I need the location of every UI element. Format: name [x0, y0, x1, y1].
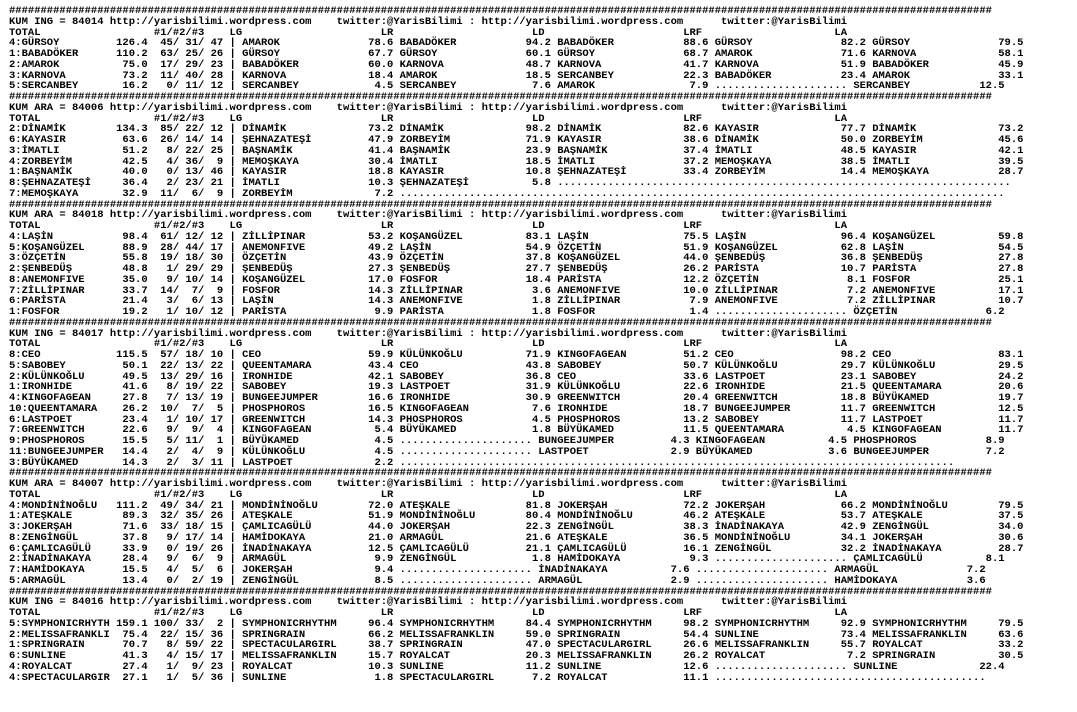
- result-row: 6:ÇAMLICAGÜLÜ 33.9 0/ 19/ 26 | İNADİNAKAYA 12.5 ÇAMLICAGÜLÜ 21.1 ÇAMLICAGÜLÜ 16.1 ZENGİNGÜL 32.2 İNADİNAKAYA 28.7: [9, 542, 1024, 555]
- result-row: 1:FOSFOR 19.2 1/ 10/ 12 | PARİSTA 9.9 PARİSTA 1.8 FOSFOR 1.4 ..................... ÖZÇETİN 6.2: [9, 306, 1005, 318]
- result-row: 7:HAMİDOKAYA 15.5 4/ 5/ 6 | JOKERŞAH 9.4 ..................... İNADİNAKAYA 7.6 ..................... ARMAGÜL 7.2: [9, 564, 986, 576]
- race-header: KUM ING = 84014 http://yarisbilimi.wordpress.com twitter:@YarisBilimi : http://yarisbilimi.wordpress.com twitter:@YarisBilimi: [9, 15, 848, 28]
- column-headers: TOTAL #1/#2/#3 LG LR LD LRF LA: [9, 338, 848, 351]
- column-headers: TOTAL #1/#2/#3 LG LR LD LRF LA: [9, 607, 848, 619]
- result-row: 1:IRONHIDE 41.6 8/ 19/ 22 | SABOBEY 19.3 LASTPOET 31.9 KÜLÜNKOĞLU 22.6 IRONHIDE 21.5 QUEENTAMARA 20.6: [9, 381, 1024, 394]
- result-row: 4:MONDİNİNOĞLU 111.2 49/ 34/ 21 | MONDİNİNOĞLU 72.0 ATEŞKALE 81.8 JOKERŞAH 72.2 JOKERŞAH 66.2 MONDİNİNOĞLU 79.5: [9, 499, 1024, 512]
- result-row: 7:ZİLLİPINAR 33.7 14/ 7/ 9 | FOSFOR 14.3 ZİLLİPINAR 3.6 ANEMONFIVE 10.0 ZİLLİPINAR 7.2 ANEMONFIVE 17.1: [9, 284, 1024, 297]
- result-row: 10:QUEENTAMARA 26.2 10/ 7/ 5 | PHOSPHOROS 16.5 KINGOFAGEAN 7.6 IRONHIDE 18.7 BUNGEEJUMPER 11.7 GREENWITCH 12.5: [9, 402, 1024, 415]
- result-row: 3:ÖZÇETİN 55.8 19/ 18/ 30 | ÖZÇETİN 43.9 ÖZÇETİN 37.8 KOŞANGÜZEL 44.0 ŞENBEDÜŞ 36.8 ŞENBEDÜŞ 27.8: [9, 252, 1024, 265]
- section-separator: ############################################################################################################################################################: [9, 585, 992, 598]
- column-headers: TOTAL #1/#2/#3 LG LR LD LRF LA: [9, 488, 848, 501]
- result-row: 2:MELISSAFRANKLI 75.4 22/ 15/ 36 | SPRINGRAIN 66.2 MELISSAFRANKLIN 59.0 SPRINGRAIN 54.4 SUNLINE 73.4 MELISSAFRANKLIN 63.6: [9, 628, 1024, 641]
- column-headers: TOTAL #1/#2/#3 LG LR LD LRF LA: [9, 112, 848, 125]
- result-row: 8:ZENGİNGÜL 37.8 9/ 17/ 14 | HAMİDOKAYA 21.0 ARMAGÜL 21.6 ATEŞKALE 36.5 MONDİNİNOĞLU 34.1 JOKERŞAH 30.6: [9, 531, 1024, 544]
- result-row: 4:KINGOFAGEAN 27.8 7/ 13/ 19 | BUNGEEJUMPER 16.6 IRONHIDE 30.9 GREENWITCH 20.4 GREENWITCH 18.8 BÜYÜKAMED 19.7: [9, 392, 1024, 404]
- race-header: KUM ARA = 84007 http://yarisbilimi.wordpress.com twitter:@YarisBilimi : http://yarisbilimi.wordpress.com twitter:@YarisBilimi: [9, 478, 848, 490]
- section-separator: ############################################################################################################################################################: [9, 198, 992, 211]
- section-separator: ############################################################################################################################################################: [9, 316, 992, 329]
- result-row: 3:BÜYÜKAMED 14.3 2/ 3/ 11 | LASTPOET 2.2 ........................................................................................: [9, 456, 955, 469]
- column-headers: TOTAL #1/#2/#3 LG LR LD LRF LA: [9, 220, 848, 232]
- result-row: 1:BAŞNAMİK 40.0 0/ 13/ 46 | KAYASIR 18.8 KAYASIR 10.8 ŞEHNAZATEŞİ 33.4 ZORBEYİM 14.4 MEMOŞKAYA 28.7: [9, 166, 1024, 179]
- result-row: 2:DİNAMİK 134.3 85/ 22/ 12 | DİNAMİK 73.2 DİNAMİK 98.2 DİNAMİK 82.6 KAYASIR 77.7 DİNAMİK 73.2: [9, 123, 1024, 136]
- result-row: 5:SERCANBEY 16.2 0/ 11/ 12 | SERCANBEY 4.5 SERCANBEY 7.6 AMAROK 7.9 ..................... SERCANBEY 12.5: [9, 80, 1005, 93]
- result-row: 1:SPRINGRAIN 70.7 8/ 59/ 22 | SPECTACULARGIRL 38.7 SPRINGRAIN 47.0 SPECTACULARGIRL 26.6 MELISSAFRANKLIN 55.7 ROYALCAT 33.2: [9, 639, 1024, 652]
- result-row: 6:KAYASIR 63.6 26/ 14/ 14 | ŞEHNAZATEŞİ 47.9 ZORBEYİM 71.9 KAYASIR 38.6 DİNAMİK 50.0 ZORBEYİM 45.6: [9, 134, 1024, 146]
- result-row: 11:BUNGEEJUMPER 14.4 2/ 4/ 9 | KÜLÜNKOĞLU 4.5 ..................... LASTPOET 2.9 BÜYÜKAMED 3.6 BUNGEEJUMPER 7.2: [9, 445, 1005, 458]
- section-separator: ############################################################################################################################################################: [9, 91, 992, 103]
- section-separator: ############################################################################################################################################################: [9, 467, 992, 480]
- result-row: 9:PHOSPHOROS 15.5 5/ 11/ 1 | BÜYÜKAMED 4.5 ..................... BUNGEEJUMPER 4.3 KINGOFAGEAN 4.5 PHOSPHOROS 8.9: [9, 435, 1005, 447]
- result-row: 6:SUNLINE 41.3 4/ 15/ 17 | MELISSAFRANKLIN 15.7 ROYALCAT 20.3 MELISSAFRANKLIN 26.2 ROYALCAT 7.2 SPRINGRAIN 30.5: [9, 650, 1024, 662]
- result-row: 5:KOŞANGÜZEL 88.9 28/ 44/ 17 | ANEMONFIVE 49.2 LAŞİN 54.9 ÖZÇETİN 51.9 KOŞANGÜZEL 62.8 LAŞİN 54.5: [9, 241, 1024, 254]
- result-row: 2:KÜLÜNKOĞLU 49.5 13/ 29/ 16 | IRONHIDE 42.1 SABOBEY 36.8 CEO 33.6 LASTPOET 23.1 SABOBEY 24.2: [9, 370, 1024, 383]
- result-row: 7:GREENWITCH 22.6 9/ 9/ 4 | KINGOFAGEAN 5.4 BÜYÜKAMED 1.8 BÜYÜKAMED 11.5 QUEENTAMARA 4.5 KINGOFAGEAN 11.7: [9, 424, 1024, 437]
- result-row: 2:İNADİNAKAYA 28.4 9/ 6/ 9 | ARMAGÜL 9.9 ZENGİNGÜL 1.8 HAMİDOKAYA 9.3 ..................... ÇAMLICAGÜLÜ 8.1: [9, 553, 1005, 566]
- race-header: KUM ARA = 84018 http://yarisbilimi.wordpress.com twitter:@YarisBilimi : http://yarisbilimi.wordpress.com twitter:@YarisBilimi: [9, 209, 848, 222]
- result-row: 3:JOKERŞAH 71.6 33/ 18/ 15 | ÇAMLICAGÜLÜ 44.0 JOKERŞAH 22.3 ZENGİNGÜL 38.3 İNADİNAKAYA 42.9 ZENGİNGÜL 34.0: [9, 521, 1024, 533]
- result-row: 3:KARNOVA 73.2 11/ 40/ 28 | KARNOVA 18.4 AMAROK 18.5 SERCANBEY 22.3 BABADÖKER 23.4 AMAROK 33.1: [9, 69, 1024, 82]
- result-row: 7:MEMOŞKAYA 32.9 11/ 6/ 9 | ZORBEYİM 7.2 ................................................................................................: [9, 187, 1005, 200]
- result-row: 6:PARİSTA 21.4 3/ 6/ 13 | LAŞİN 14.3 ANEMONFIVE 1.8 ZİLLİPINAR 7.9 ANEMONFIVE 7.2 ZİLLİPINAR 10.7: [9, 295, 1024, 308]
- result-row: 8:CEO 115.5 57/ 18/ 10 | CEO 59.9 KÜLÜNKOĞLU 71.9 KINGOFAGEAN 51.2 CEO 98.2 CEO 83.1: [9, 349, 1024, 361]
- race-header: KUM ING = 84017 http://yarisbilimi.wordpress.com twitter:@YarisBilimi : http://yarisbilimi.wordpress.com twitter:@YarisBilimi: [9, 327, 848, 340]
- result-row: 8:ŞEHNAZATEŞİ 36.4 2/ 23/ 21 | İMATLI 10.3 ŞEHNAZATEŞİ 5.8 ........................................................................: [9, 177, 1011, 189]
- result-row: 4:GÜRSOY 126.4 45/ 31/ 47 | AMAROK 78.6 BABADÖKER 94.2 BABADÖKER 88.6 GÜRSOY 82.2 GÜRSOY 79.5: [9, 37, 1024, 50]
- result-row: 5:SABOBEY 50.1 22/ 13/ 22 | QUEENTAMARA 43.4 CEO 43.8 SABOBEY 50.7 KÜLÜNKOĞLU 29.7 KÜLÜNKOĞLU 29.5: [9, 359, 1024, 372]
- column-headers: TOTAL #1/#2/#3 LG LR LD LRF LA: [9, 26, 848, 39]
- result-row: 4:ROYALCAT 27.4 1/ 9/ 23 | ROYALCAT 10.3 SUNLINE 11.2 SUNLINE 12.6 ..................... SUNLINE 22.4: [9, 660, 1005, 673]
- result-row: 4:ZORBEYİM 42.5 4/ 36/ 9 | MEMOŞKAYA 30.4 İMATLI 18.5 İMATLI 37.2 MEMOŞKAYA 38.5 İMATLI 39.5: [9, 155, 1024, 168]
- result-row: 5:ARMAGÜL 13.4 0/ 2/ 19 | ZENGİNGÜL 8.5 ..................... ARMAGÜL 2.9 ..................... HAMİDOKAYA 3.6: [9, 574, 986, 587]
- result-row: 2:AMAROK 75.0 17/ 29/ 23 | BABADÖKER 60.0 KARNOVA 48.7 KARNOVA 41.7 KARNOVA 51.9 BABADÖKER 45.9: [9, 58, 1024, 71]
- race-header: KUM ING = 84016 http://yarisbilimi.wordpress.com twitter:@YarisBilimi : http://yarisbilimi.wordpress.com twitter:@YarisBilimi: [9, 596, 848, 609]
- section-separator: ############################################################################################################################################################: [9, 5, 992, 17]
- result-row: 1:ATEŞKALE 89.3 32/ 35/ 26 | ATEŞKALE 51.9 MONDİNİNOĞLU 80.4 MONDİNİNOĞLU 46.2 ATEŞKALE 53.7 ATEŞKALE 37.5: [9, 510, 1024, 523]
- result-row: 6:LASTPOET 23.4 1/ 10/ 17 | GREENWITCH 14.3 PHOSPHOROS 4.5 PHOSPHOROS 13.2 SABOBEY 11.7 LASTPOET 11.7: [9, 413, 1024, 426]
- race-results-sheet: [9, 6, 1023, 683]
- race-header: KUM ARA = 84006 http://yarisbilimi.wordpress.com twitter:@YarisBilimi : http://yarisbilimi.wordpress.com twitter:@YarisBilimi: [9, 101, 848, 114]
- result-row: 5:SYMPHONICRHYTH 159.1 100/ 33/ 2 | SYMPHONICRHYTHM 96.4 SYMPHONICRHYTHM 84.4 SYMPHONICRHYTHM 98.2 SYMPHONICRHYTHM 92.9 SYMPHONICRHYTHM 79.5: [9, 617, 1024, 630]
- result-row: 2:ŞENBEDÜŞ 48.8 1/ 29/ 29 | ŞENBEDÜŞ 27.3 ŞENBEDÜŞ 27.7 ŞENBEDÜŞ 26.2 PARİSTA 10.7 PARİSTA 27.8: [9, 263, 1024, 275]
- result-row: 4:SPECTACULARGIR 27.1 1/ 5/ 36 | SUNLINE 1.8 SPECTACULARGIRL 7.2 ROYALCAT 11.1 ...........................................: [9, 671, 986, 684]
- result-row: 3:İMATLI 51.2 8/ 22/ 25 | BAŞNAMİK 41.4 BAŞNAMİK 23.9 BAŞNAMİK 37.4 İMATLI 48.5 KAYASIR 42.1: [9, 144, 1024, 157]
- result-row: 4:LAŞİN 98.4 61/ 12/ 12 | ZİLLİPINAR 53.2 KOŞANGÜZEL 83.1 LAŞİN 75.5 LAŞİN 96.4 KOŞANGÜZEL 59.8: [9, 230, 1024, 243]
- result-row: 8:ANEMONFIVE 35.0 9/ 10/ 14 | KOŞANGÜZEL 17.0 FOSFOR 18.4 PARİSTA 12.2 ÖZÇETİN 8.1 FOSFOR 25.1: [9, 273, 1024, 286]
- result-row: 1:BABADÖKER 110.2 63/ 25/ 26 | GÜRSOY 67.7 GÜRSOY 60.1 GÜRSOY 68.7 AMAROK 71.6 KARNOVA 58.1: [9, 48, 1024, 60]
